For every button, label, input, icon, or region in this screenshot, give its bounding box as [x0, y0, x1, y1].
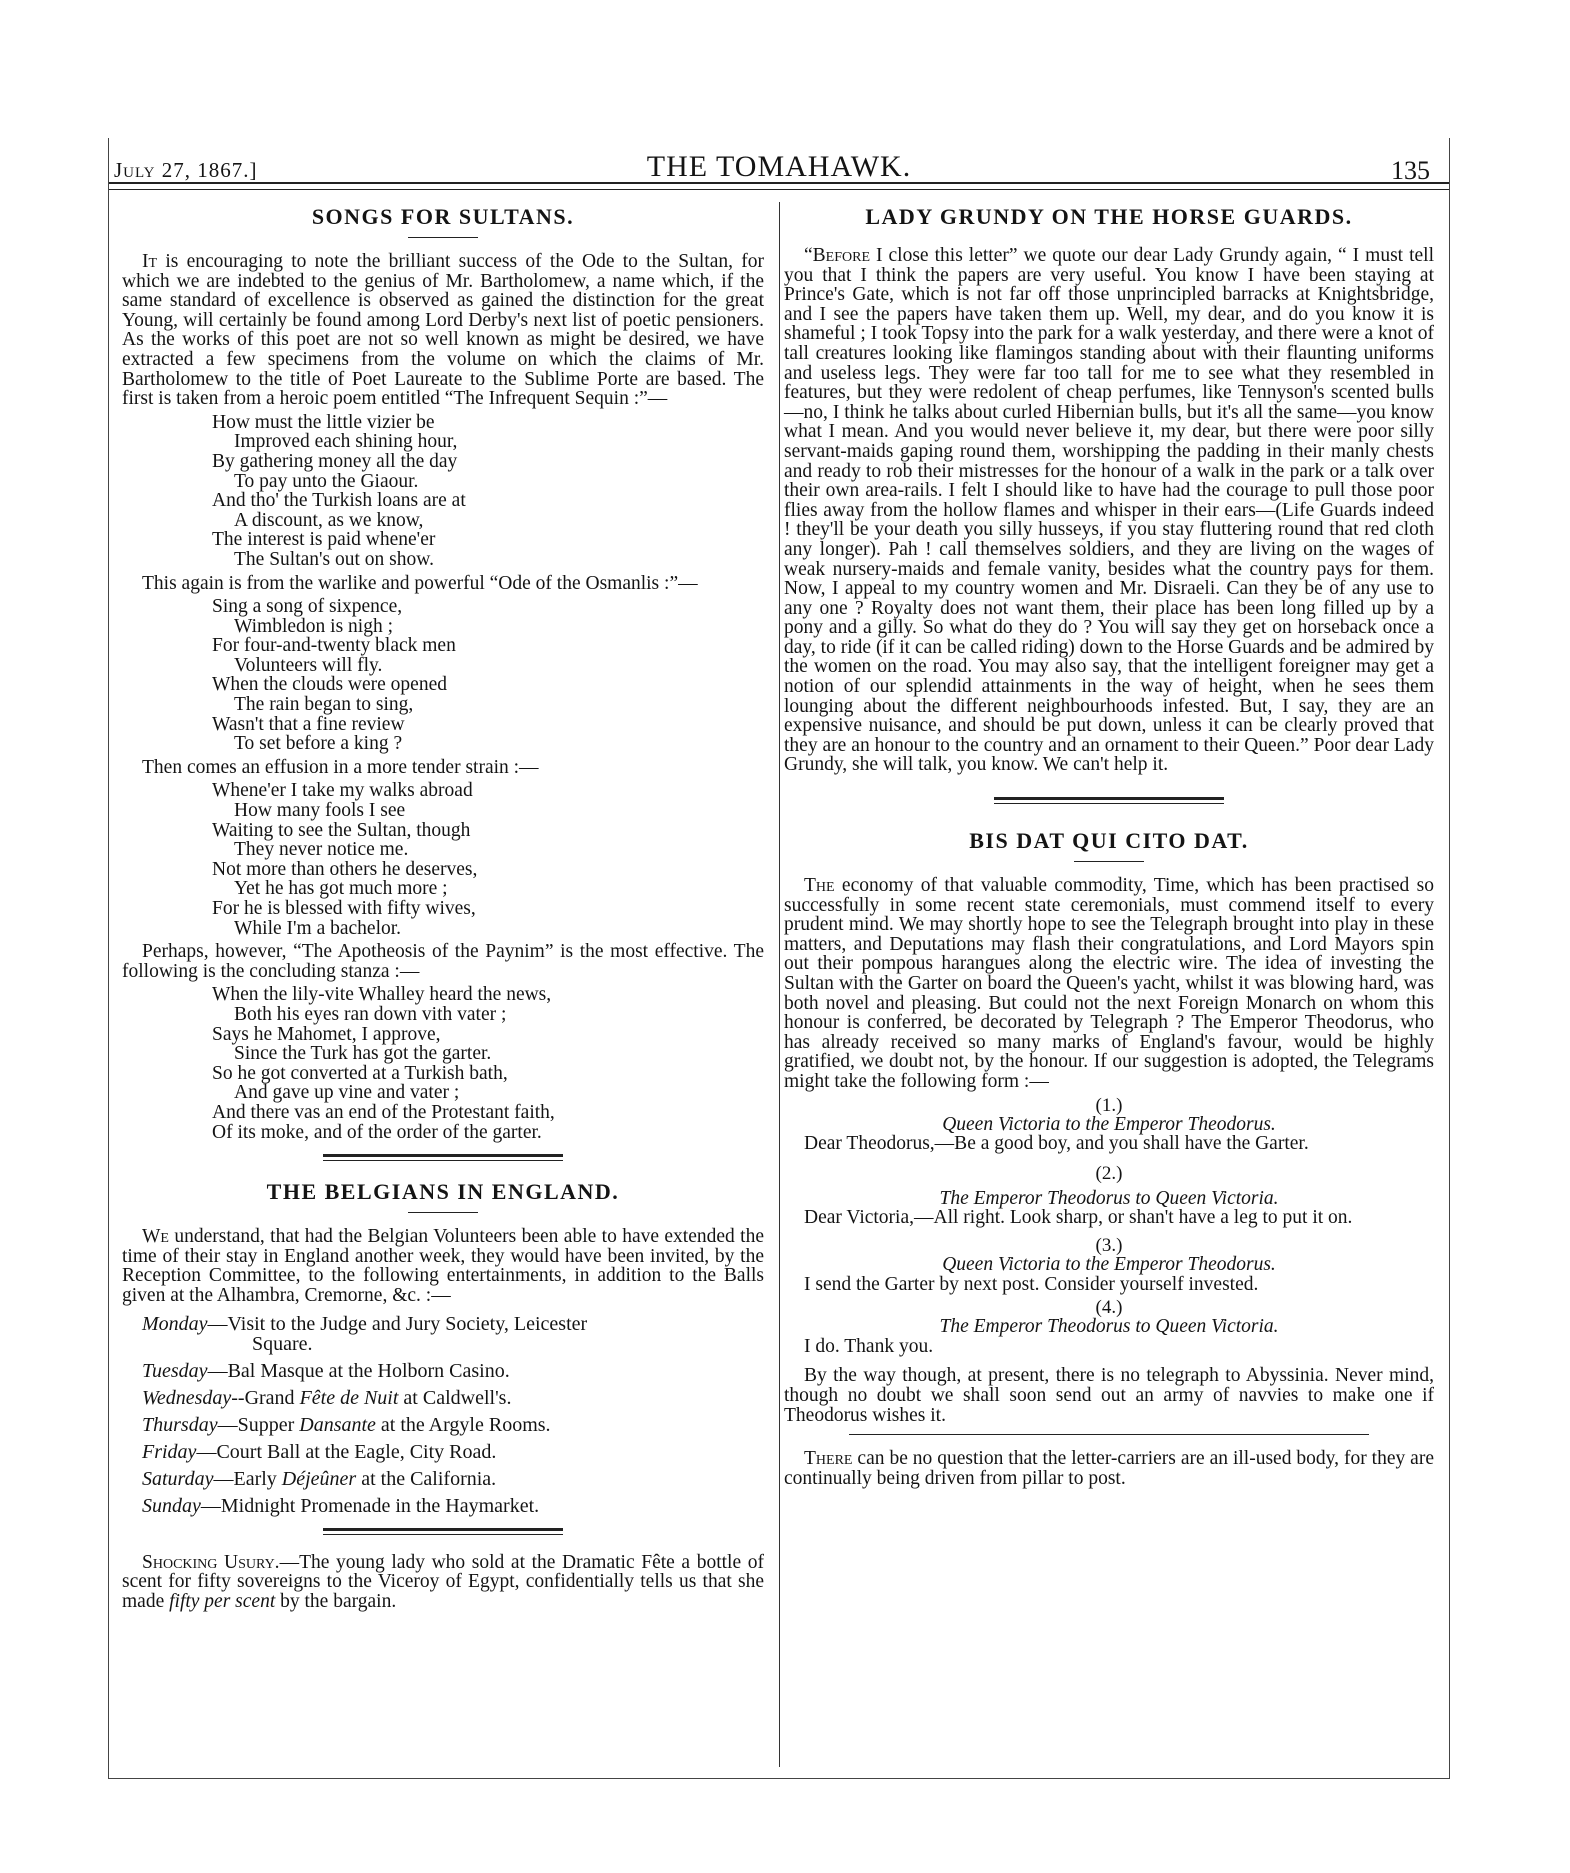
usury-paragraph: Shocking Usury.—The young lady who sold at the Dramatic Fête a bottle of scent for fifty sovereigns to the Viceroy of Egypt, confidentially tells us that she made fifty per scent by the bargain.	[122, 1551, 764, 1612]
bis-closing: By the way though, at present, there is no telegraph to Abyssinia. Never mind, though no doubt we shall soon send out an army of navvies to make one if Theodorus wishes it.	[784, 1365, 1434, 1426]
section-rule	[323, 1528, 563, 1535]
right-column	[784, 204, 1434, 1488]
songs-link-1: This again is from the warlike and powerful “Ode of the Osmanlis :”—	[142, 572, 698, 594]
section-rule	[323, 1154, 563, 1161]
publication-title: THE TOMAHAWK.	[646, 150, 912, 183]
telegram-heading: The Emperor Theodorus to Queen Victoria.	[939, 1187, 1279, 1209]
section-rule	[994, 797, 1224, 804]
list-item: Tuesday—Bal Masque at the Holborn Casino.	[142, 1359, 510, 1382]
grundy-paragraph: “Before I close this letter” we quote our dear Lady Grundy again, “ I must tell you that I think the papers are very useful. You know I have been staying at Prince's Gate, which is not far off those unprincipled barracks at Knightsbridge, and I see the papers have taken them up. Well, my dear, and do you know it is shameful ; I took Topsy into the park for a walk yesterday, and there were a knot of tall creatures looking like flamingos standing about with their flaunting uniforms and useless legs. They were far too tall for me to see what they resembled in features, but they were redolent of cheap perfumes, like Tennyson's scented bulls—no, I think he talks about curled Hibernian bulls, but it's all the same—you know what I mean. And you would never believe it, my dear, but there were poor silly servant-maids gaping round them, worshipping the padding in their manly chests and ready to rob their mistresses for the honour of a walk in the park or a talk over their own area-rails. I felt I should like to have had the courage to pull those poor flies away from the hollow flames and whisper in their ears—(Life Guards indeed ! they'll be your death you silly husseys, if you stay fluttering round that red cloth any longer). Pah ! call themselves soldiers, and they are living on the wages of weak nursery-maids and female vanity, besides what the country pays for them. Now, I appeal to my country women and Mr. Disraeli. Can they be of any use to any one ? Royalty does not want them, their place has been long filled up by a pony and a gilly. So what do they do ? You will say they get on horseback once a day, to ride (if it can be called riding) down to the Horse Guards and be admired by the women on the road. You may also say, that the intelligent foreigner may get a notion of our splendid attainments in the way of height, when he sees them lounging about the different neighbourhoods infested. But, I say, they are an expensive nuisance, and should be put down, unless it can be clearly proved that they are an honour to the country and an ornament to their Queen.” Poor dear Lady Grundy, she will talk, you know. We can't help it.	[784, 245, 1434, 776]
list-item: Thursday—Supper Dansante at the Argyle Rooms.	[142, 1413, 551, 1436]
telegram-body: Dear Theodorus,—Be a good boy, and you shall have the Garter.	[804, 1133, 1309, 1155]
telegram-heading: Queen Victoria to the Emperor Theodorus.	[942, 1113, 1276, 1135]
verse-tender-strain: Whene'er I take my walks abroad How many fools I see Waiting to see the Sultan, though They never notice me. Not more than others he deserves, Yet he has got much more ; For he is blessed with fifty wives, While I'm a bachelor.	[212, 780, 478, 939]
songs-heading: SONGS FOR SULTANS.	[311, 204, 575, 229]
header-rule	[108, 182, 1450, 184]
belgians-heading: THE BELGIANS IN ENGLAND.	[266, 1179, 620, 1205]
list-item: Wednesday--Grand Fête de Nuit at Caldwell's.	[142, 1386, 512, 1409]
telegram-number: (2.)	[1095, 1162, 1123, 1184]
telegram-body: I do. Thank you.	[804, 1335, 934, 1357]
masthead	[108, 138, 1450, 185]
grundy-heading: LADY GRUNDY ON THE HORSE GUARDS.	[865, 204, 1353, 229]
songs-link-3: Perhaps, however, “The Apotheosis of the Paynim” is the most effective. The following is the concluding stanza :—	[122, 941, 764, 982]
entertainment-list	[142, 1314, 764, 1516]
page-number: 135	[1391, 156, 1430, 185]
letter-carriers-paragraph: There can be no question that the letter-carriers are an ill-used body, for they are continually being driven from pillar to post.	[784, 1448, 1434, 1489]
telegram-heading: Queen Victoria to the Emperor Theodorus.	[942, 1253, 1276, 1275]
column-divider	[779, 202, 780, 1767]
verse-ode-osmanlis: Sing a song of sixpence, Wimbledon is nigh ; For four-and-twenty black men Volunteers will fly. When the clouds were opened The rain began to sing, Wasn't that a fine review To set before a king ?	[212, 596, 456, 755]
left-column	[122, 204, 764, 1611]
list-item-continued: Square.	[252, 1332, 313, 1355]
section-rule	[849, 1434, 1369, 1435]
verse-infrequent-sequin: How must the little vizier be Improved each shining hour, By gathering money all the day To pay unto the Giaour. And tho' the Turkish loans are at A discount, as we know, The interest is paid whene'er The Sultan's out on show.	[212, 411, 466, 570]
newspaper-page	[108, 138, 1450, 1778]
telegram-number: (3.)	[1095, 1234, 1123, 1256]
list-item: Sunday—Midnight Promenade in the Haymarket.	[142, 1494, 540, 1517]
belgians-intro: We understand, that had the Belgian Volunteers been able to have extended the time of their stay in England another week, they would have been invited, by the Reception Committee, to the following entertainments, in addition to the Balls given at the Alhambra, Cremorne, &c. :—	[122, 1226, 764, 1306]
telegram-number: (4.)	[1095, 1297, 1123, 1319]
bis-heading: BIS DAT QUI CITO DAT.	[969, 828, 1249, 854]
telegram-heading: The Emperor Theodorus to Queen Victoria.	[939, 1316, 1279, 1338]
list-item: Friday—Court Ball at the Eagle, City Road.	[142, 1440, 497, 1463]
list-item: Saturday—Early Déjeûner at the California.	[142, 1467, 497, 1490]
songs-intro: It is encouraging to note the brilliant success of the Ode to the Sultan, for which we are indebted to the genius of Mr. Bartholomew, a name which, if the same standard of excellence is observed as gained the distinction for the great Young, will certainly be found among Lord Derby's next list of poetic pensioners. As the works of this poet are not so well known as might be desired, we have extracted a few specimens from the volume on which the claims of Mr. Bartholomew to the title of Poet Laureate to the Sublime Porte are based. The first is taken from a heroic poem entitled “The Infrequent Sequin :”—	[122, 251, 764, 410]
bis-paragraph: The economy of that valuable commodity, Time, which has been practised so successfully in some recent state ceremonials, must commend itself to every prudent mind. We may shortly hope to see the Telegraph brought into play in these matters, and Deputations may flash their congratulations, and Lord Mayors spin out their pompous harangues along the electric wire. The idea of investing the Sultan with the Garter on board the Queen's yacht, whilst it was blowing hard, was both novel and pleasing. But could not the next Foreign Monarch on whom this honour is conferred, be decorated by Telegraph ? The Emperor Theodorus, who has already received so many marks of England's favour, would be highly gratified, we doubt not, by the honour. If our suggestion is adopted, the Telegrams might take the following form :—	[784, 875, 1434, 1092]
heading-rule	[408, 1212, 478, 1213]
page-border-bottom	[108, 1778, 1450, 1779]
telegram-body: I send the Garter by next post. Consider yourself invested.	[804, 1273, 1259, 1295]
songs-link-2: Then comes an effusion in a more tender strain :—	[142, 756, 539, 778]
spacer	[784, 230, 1434, 246]
telegram-body: Dear Victoria,—All right. Look sharp, or shan't have a leg to put it on.	[804, 1207, 1353, 1229]
header-rule-thin	[108, 189, 1450, 190]
list-item: Monday—Visit to the Judge and Jury Society, Leicester	[142, 1312, 588, 1335]
issue-date: July 27, 1867.]	[114, 158, 258, 182]
verse-apotheosis: When the lily-vite Whalley heard the news, Both his eyes ran down vith vater ; Says he Mahomet, I approve, Since the Turk has got the garter. So he got converted at a Turkish bath, And gave up vine and vater ; And there vas an end of the Protestant faith, Of its moke, and of the order of the garter.	[212, 984, 555, 1143]
heading-rule	[1074, 861, 1144, 862]
heading-rule	[408, 237, 478, 238]
page-border-right	[1449, 138, 1450, 1778]
telegram-number: (1.)	[1095, 1094, 1123, 1116]
page-border-left	[108, 138, 109, 1778]
